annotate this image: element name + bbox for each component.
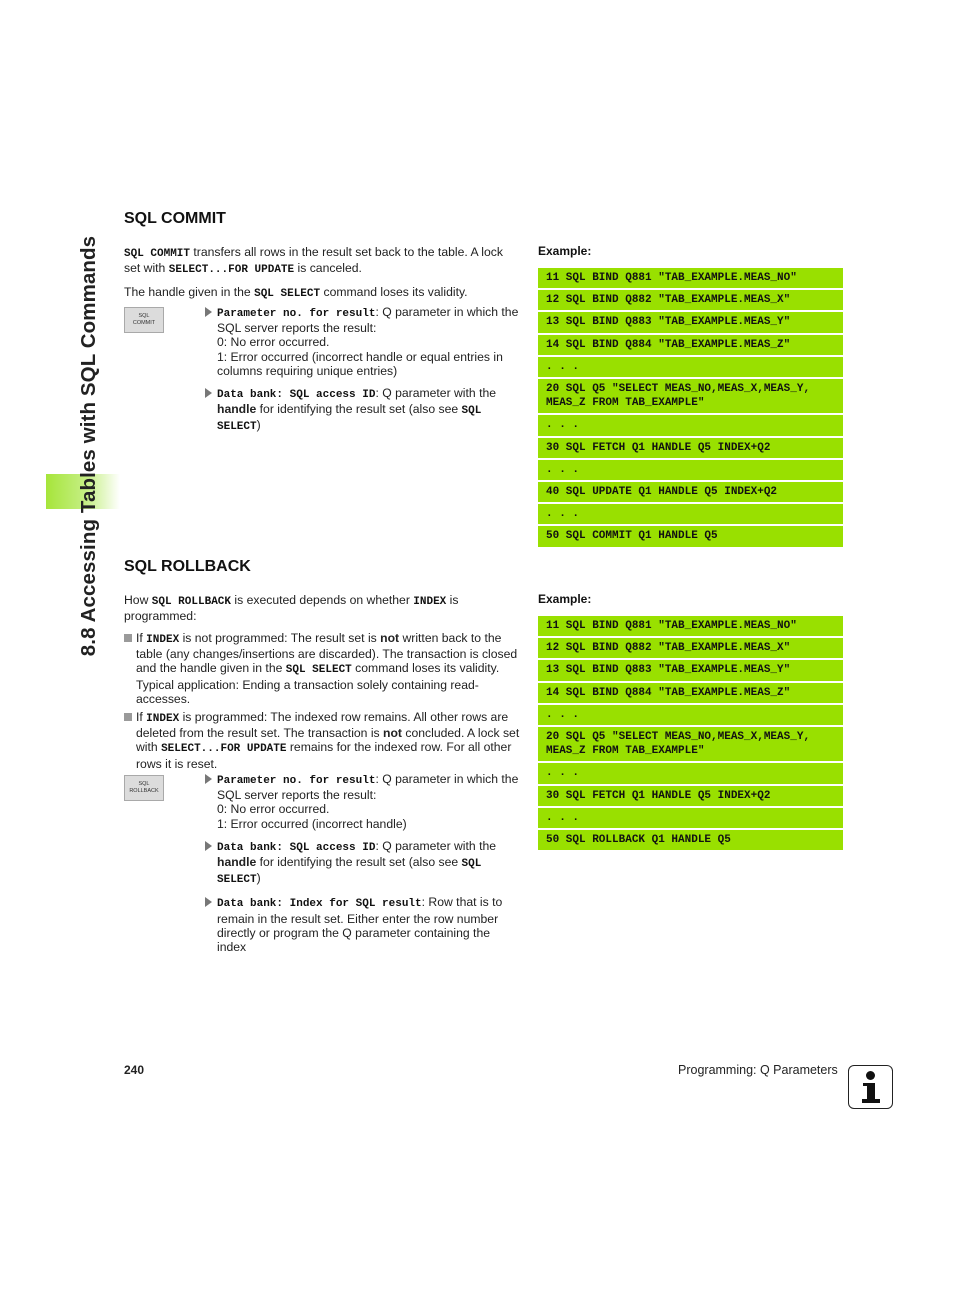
code-line: 14 SQL BIND Q884 "TAB_EXAMPLE.MEAS_Z" (538, 335, 843, 355)
code-line: 50 SQL COMMIT Q1 HANDLE Q5 (538, 526, 843, 546)
rollback-example-label: Example: (538, 592, 592, 606)
heading-sql-commit: SQL COMMIT (124, 210, 226, 227)
code-line: 13 SQL BIND Q883 "TAB_EXAMPLE.MEAS_Y" (538, 312, 843, 332)
code-line: . . . (538, 504, 843, 524)
rollback-parameters (205, 772, 520, 962)
arrow-right-icon (205, 897, 212, 907)
commit-parameters (205, 305, 520, 443)
code-line: 13 SQL BIND Q883 "TAB_EXAMPLE.MEAS_Y" (538, 660, 843, 680)
code-line: . . . (538, 415, 843, 435)
code-line: . . . (538, 357, 843, 377)
code-line: 30 SQL FETCH Q1 HANDLE Q5 INDEX+Q2 (538, 438, 843, 458)
footer-chapter-title: Programming: Q Parameters (678, 1063, 838, 1077)
heading-sql-rollback: SQL ROLLBACK (124, 558, 251, 575)
rollback-param-access-id: Data bank: SQL access ID: Q parameter with the handle for identifying the result set (also see SQL SELECT) (205, 839, 520, 888)
code-line: 12 SQL BIND Q882 "TAB_EXAMPLE.MEAS_X" (538, 290, 843, 310)
rollback-bullet-list (124, 631, 520, 775)
list-item: If INDEX is not programmed: The result set is not written back to the table (any changes/insertions are discarded). The transaction is closed and the handle given in the SQL SELECT command loses its validity. Typical application: Ending a transaction solely containing read-accesses. (124, 631, 520, 706)
list-item: If INDEX is programmed: The indexed row remains. All other rows are deleted from the result set. The transaction is not concluded. A lock set with SELECT...FOR UPDATE remains for the indexed row. For all other rows it is reset. (124, 710, 520, 771)
commit-paragraph-1: SQL COMMIT transfers all rows in the result set back to the table. A lock set with SELECT...FOR UPDATE is canceled. (124, 245, 503, 277)
code-line: 50 SQL ROLLBACK Q1 HANDLE Q5 (538, 830, 843, 850)
code-line: 14 SQL BIND Q884 "TAB_EXAMPLE.MEAS_Z" (538, 683, 843, 703)
bullet-square-icon (124, 713, 132, 721)
code-line: 11 SQL BIND Q881 "TAB_EXAMPLE.MEAS_NO" (538, 268, 843, 288)
rollback-param-index: Data bank: Index for SQL result: Row that is to remain in the result set. Either enter the row number directly or program the Q parameter containing the index (205, 895, 520, 954)
arrow-right-icon (205, 388, 212, 398)
commit-example-label: Example: (538, 244, 592, 258)
commit-code-block (538, 268, 843, 549)
rollback-param-result: Parameter no. for result: Q parameter in which the SQL server reports the result: 0: No error occurred. 1: Error occurred (incorrect handle) (205, 772, 520, 831)
code-line: . . . (538, 460, 843, 480)
info-icon (848, 1065, 893, 1109)
rollback-description (124, 593, 520, 623)
code-line: 20 SQL Q5 "SELECT MEAS_NO,MEAS_X,MEAS_Y, MEAS_Z FROM TAB_EXAMPLE" (538, 727, 843, 761)
code-line: 40 SQL UPDATE Q1 HANDLE Q5 INDEX+Q2 (538, 482, 843, 502)
page-number: 240 (124, 1063, 145, 1077)
code-line: . . . (538, 763, 843, 783)
chapter-side-title: 8.8 Accessing Tables with SQL Commands (76, 235, 100, 657)
commit-param-access-id: Data bank: SQL access ID: Q parameter with the handle for identifying the result set (also see SQL SELECT) (205, 386, 520, 435)
code-line: 30 SQL FETCH Q1 HANDLE Q5 INDEX+Q2 (538, 786, 843, 806)
commit-description (124, 245, 520, 302)
arrow-right-icon (205, 307, 212, 317)
code-line: 11 SQL BIND Q881 "TAB_EXAMPLE.MEAS_NO" (538, 616, 843, 636)
bullet-square-icon (124, 634, 132, 642)
code-line: . . . (538, 705, 843, 725)
sql-commit-softkey[interactable]: SQL COMMIT (124, 307, 164, 333)
arrow-right-icon (205, 841, 212, 851)
sql-rollback-softkey[interactable]: SQL ROLLBACK (124, 775, 164, 801)
commit-param-result: Parameter no. for result: Q parameter in which the SQL server reports the result: 0: No error occurred. 1: Error occurred (incorrect handle or equal entries in columns requiring unique entries) (205, 305, 520, 378)
code-line: 12 SQL BIND Q882 "TAB_EXAMPLE.MEAS_X" (538, 638, 843, 658)
rollback-paragraph-1: How SQL ROLLBACK is executed depends on whether INDEX is programmed: (124, 593, 459, 624)
code-line: 20 SQL Q5 "SELECT MEAS_NO,MEAS_X,MEAS_Y, MEAS_Z FROM TAB_EXAMPLE" (538, 379, 843, 413)
commit-paragraph-2: The handle given in the SQL SELECT command loses its validity. (124, 285, 468, 301)
arrow-right-icon (205, 774, 212, 784)
rollback-code-block (538, 616, 843, 852)
code-line: . . . (538, 808, 843, 828)
